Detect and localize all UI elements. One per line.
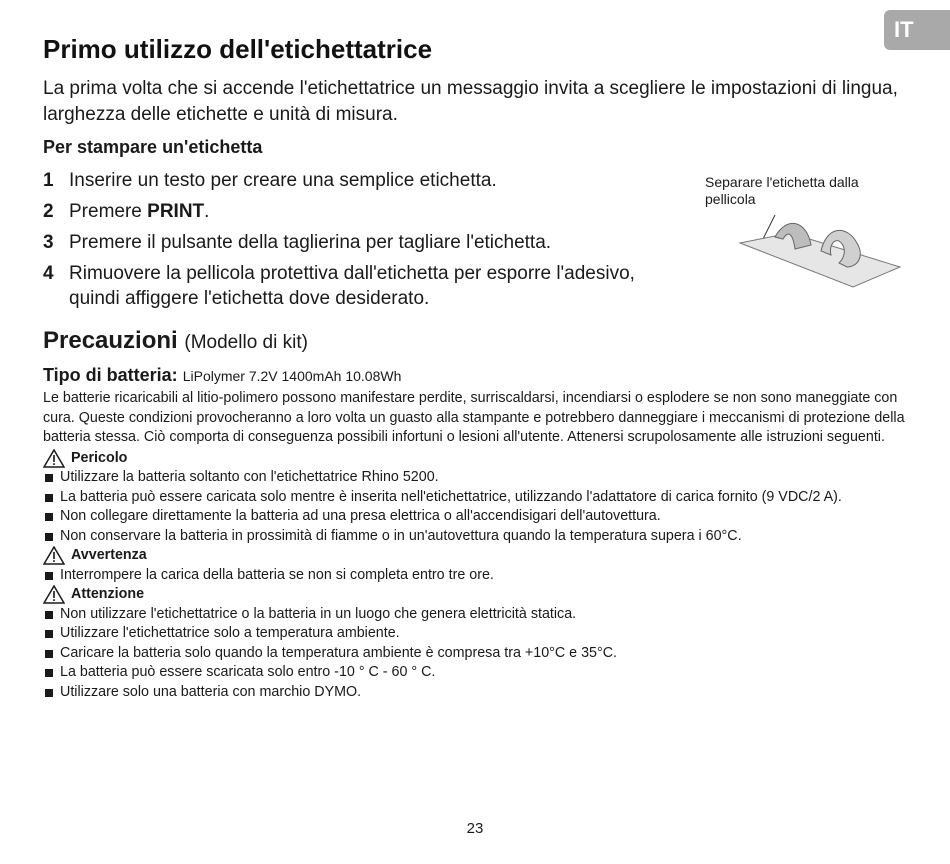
step-number: 3 xyxy=(43,232,54,253)
list-item: Caricare la batteria solo quando la temperatura ambiente è compresa tra +10°C e 35°C. xyxy=(43,644,913,664)
list-item: Utilizzare solo una batteria con marchio DYMO. xyxy=(43,683,913,703)
warning-list xyxy=(43,566,913,586)
danger-list xyxy=(43,468,913,546)
danger-heading xyxy=(43,449,913,469)
step-text-prefix: Premere xyxy=(69,201,148,222)
step-item xyxy=(43,261,643,311)
figure-caption: Separare l'etichetta dalla pellicola xyxy=(705,174,859,207)
list-item: Non collegare direttamente la batteria ad una presa elettrica o all'accendisigari dell'autovettura. xyxy=(43,507,913,527)
caution-label: Attenzione xyxy=(71,586,145,602)
precautions-heading-suffix: (Modello di kit) xyxy=(184,332,308,353)
list-item: La batteria può essere scaricata solo entro -10 ° C - 60 ° C. xyxy=(43,663,913,683)
step-item xyxy=(43,168,643,193)
list-item: Utilizzare l'etichettatrice solo a temperatura ambiente. xyxy=(43,624,913,644)
battery-type xyxy=(43,365,401,386)
step-number: 4 xyxy=(43,263,54,284)
caution-list xyxy=(43,605,913,703)
step-number: 2 xyxy=(43,201,54,222)
warning-triangle-icon xyxy=(43,449,65,468)
step-text-suffix: . xyxy=(204,201,210,222)
intro-paragraph: La prima volta che si accende l'etichettatrice un messaggio invita a scegliere le impostazioni di lingua, larghezza delle etichette e unità di misura. xyxy=(43,78,898,125)
battery-paragraph: Le batterie ricaricabili al litio-polimero possono manifestare perdite, surriscaldarsi, incendiarsi o esplodere se non sono maneggiate con cura. Queste condizioni provocheranno a loro volta un guasto alla stampante e potrebbero danneggiare i meccanismi di protezione della batteria stessa. Ciò comporta di conseguenza possibili infortuni o lesioni all'utente. Attenersi scrupolosamente alle istruzioni seguenti. xyxy=(43,390,905,445)
steps-list xyxy=(43,168,643,317)
step-item xyxy=(43,199,643,224)
warning-triangle-icon xyxy=(43,585,65,604)
label-peel-illustration xyxy=(735,205,905,295)
list-item: Non utilizzare l'etichettatrice o la batteria in un luogo che genera elettricità statica. xyxy=(43,605,913,625)
page-number: 23 xyxy=(466,820,484,837)
print-key-label: PRINT xyxy=(147,201,205,222)
caution-heading xyxy=(43,585,913,605)
step-item xyxy=(43,230,643,255)
battery-spec: LiPolymer 7.2V 1400mAh 10.08Wh xyxy=(182,368,402,384)
step-text: Rimuovere la pellicola protettiva dall'etichetta per esporre l'adesivo, quindi affiggere l'etichetta dove desiderato. xyxy=(69,263,635,309)
warning-label: Avvertenza xyxy=(71,547,147,563)
language-tab: IT xyxy=(884,10,950,50)
warning-heading xyxy=(43,546,913,566)
precautions-heading xyxy=(43,327,308,355)
warning-triangle-icon xyxy=(43,546,65,565)
step-text: Premere il pulsante della taglierina per tagliare l'etichetta. xyxy=(69,232,552,253)
precautions-title: Precauzioni xyxy=(43,327,178,354)
list-item: Utilizzare la batteria soltanto con l'etichettatrice Rhino 5200. xyxy=(43,468,913,488)
list-item: Interrompere la carica della batteria se non si completa entro tre ore. xyxy=(43,566,913,586)
label-strip xyxy=(740,233,900,287)
list-item: Non conservare la batteria in prossimità di fiamme o in un'autovettura quando la temperatura supera i 60°C. xyxy=(43,527,913,547)
list-item: La batteria può essere caricata solo mentre è inserita nell'etichettatrice, utilizzando l'adattatore di carica fornito (9 VDC/2 A). xyxy=(43,488,913,508)
battery-label: Tipo di batteria: xyxy=(43,365,178,385)
page-title: Primo utilizzo dell'etichettatrice xyxy=(43,34,433,64)
danger-label: Pericolo xyxy=(71,449,128,466)
precautions-body xyxy=(43,389,913,702)
step-text: Inserire un testo per creare una semplice etichetta. xyxy=(69,170,497,191)
print-label-subheading: Per stampare un'etichetta xyxy=(43,137,263,157)
step-text xyxy=(69,199,643,224)
step-number: 1 xyxy=(43,170,54,191)
caption-pointer-line xyxy=(763,215,775,239)
